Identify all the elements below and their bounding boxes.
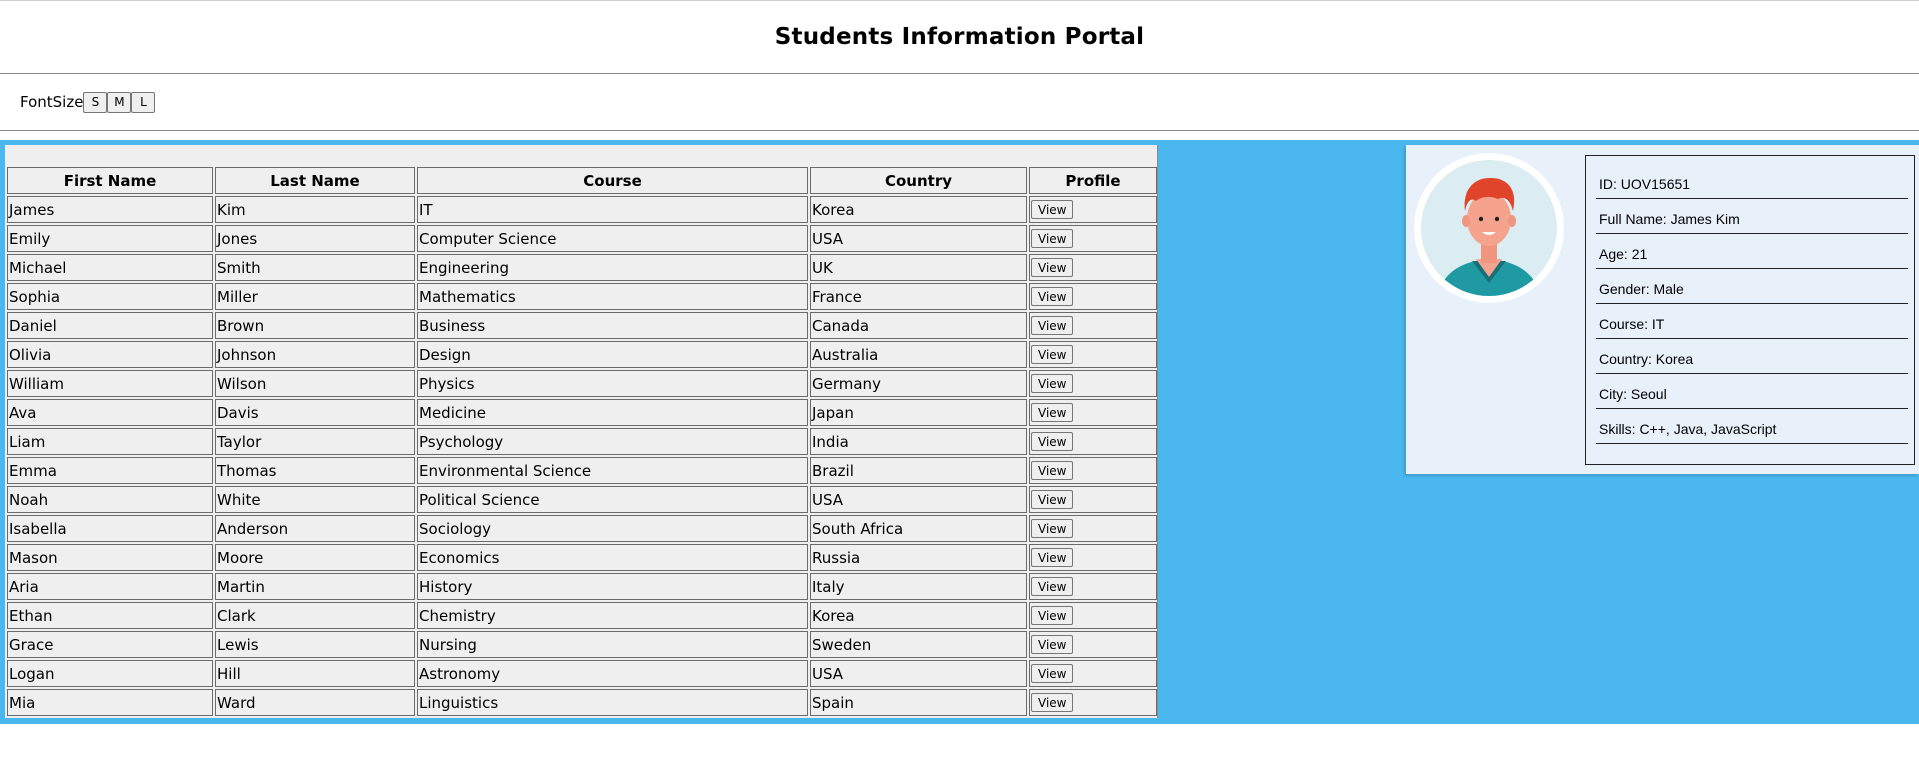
cell-country: USA bbox=[810, 225, 1027, 252]
cell-last-name: Smith bbox=[215, 254, 415, 281]
profile-full-name: Full Name: James Kim bbox=[1596, 199, 1908, 234]
cell-last-name: Brown bbox=[215, 312, 415, 339]
table-row bbox=[7, 631, 1157, 658]
column-header-course: Course bbox=[417, 167, 808, 194]
cell-course: Sociology bbox=[417, 515, 808, 542]
cell-last-name: Anderson bbox=[215, 515, 415, 542]
cell-profile bbox=[1029, 312, 1157, 339]
cell-country: Korea bbox=[810, 602, 1027, 629]
cell-first-name: Liam bbox=[7, 428, 213, 455]
view-profile-button[interactable]: View bbox=[1031, 258, 1073, 277]
cell-first-name: Mia bbox=[7, 689, 213, 716]
cell-profile bbox=[1029, 602, 1157, 629]
cell-last-name: Martin bbox=[215, 573, 415, 600]
cell-first-name: Ethan bbox=[7, 602, 213, 629]
cell-last-name: White bbox=[215, 486, 415, 513]
cell-country: Spain bbox=[810, 689, 1027, 716]
cell-profile bbox=[1029, 573, 1157, 600]
table-row bbox=[7, 283, 1157, 310]
cell-first-name: Olivia bbox=[7, 341, 213, 368]
table-row bbox=[7, 544, 1157, 571]
table-row bbox=[7, 573, 1157, 600]
view-profile-button[interactable]: View bbox=[1031, 374, 1073, 393]
cell-profile bbox=[1029, 254, 1157, 281]
cell-profile bbox=[1029, 457, 1157, 484]
cell-profile bbox=[1029, 544, 1157, 571]
view-profile-button[interactable]: View bbox=[1031, 635, 1073, 654]
cell-last-name: Moore bbox=[215, 544, 415, 571]
cell-first-name: Noah bbox=[7, 486, 213, 513]
cell-last-name: Hill bbox=[215, 660, 415, 687]
cell-country: USA bbox=[810, 486, 1027, 513]
students-table-container bbox=[5, 145, 1158, 718]
students-table bbox=[5, 165, 1159, 718]
view-profile-button[interactable]: View bbox=[1031, 548, 1073, 567]
table-row bbox=[7, 486, 1157, 513]
view-profile-button[interactable]: View bbox=[1031, 693, 1073, 712]
table-row bbox=[7, 196, 1157, 223]
cell-profile bbox=[1029, 660, 1157, 687]
cell-country: Korea bbox=[810, 196, 1027, 223]
cell-course: Mathematics bbox=[417, 283, 808, 310]
cell-last-name: Thomas bbox=[215, 457, 415, 484]
cell-first-name: Mason bbox=[7, 544, 213, 571]
table-row bbox=[7, 225, 1157, 252]
font-size-large-button[interactable]: L bbox=[131, 92, 155, 113]
student-avatar-icon bbox=[1414, 153, 1564, 303]
cell-first-name: Logan bbox=[7, 660, 213, 687]
view-profile-button[interactable]: View bbox=[1031, 519, 1073, 538]
cell-last-name: Johnson bbox=[215, 341, 415, 368]
profile-skills: Skills: C++, Java, JavaScript bbox=[1596, 409, 1908, 444]
cell-last-name: Wilson bbox=[215, 370, 415, 397]
table-row bbox=[7, 254, 1157, 281]
page-header bbox=[0, 1, 1919, 74]
cell-first-name: Isabella bbox=[7, 515, 213, 542]
view-profile-button[interactable]: View bbox=[1031, 432, 1073, 451]
cell-country: India bbox=[810, 428, 1027, 455]
cell-country: Canada bbox=[810, 312, 1027, 339]
table-header-row bbox=[7, 167, 1157, 194]
view-profile-button[interactable]: View bbox=[1031, 229, 1073, 248]
cell-profile bbox=[1029, 341, 1157, 368]
cell-course: Nursing bbox=[417, 631, 808, 658]
cell-last-name: Lewis bbox=[215, 631, 415, 658]
column-header-country: Country bbox=[810, 167, 1027, 194]
view-profile-button[interactable]: View bbox=[1031, 200, 1073, 219]
cell-course: Business bbox=[417, 312, 808, 339]
profile-panel bbox=[1406, 145, 1919, 474]
cell-last-name: Clark bbox=[215, 602, 415, 629]
cell-country: South Africa bbox=[810, 515, 1027, 542]
table-row bbox=[7, 341, 1157, 368]
cell-course: History bbox=[417, 573, 808, 600]
cell-course: Linguistics bbox=[417, 689, 808, 716]
cell-last-name: Taylor bbox=[215, 428, 415, 455]
cell-country: Italy bbox=[810, 573, 1027, 600]
font-size-medium-button[interactable]: M bbox=[107, 92, 131, 113]
view-profile-button[interactable]: View bbox=[1031, 490, 1073, 509]
table-row bbox=[7, 399, 1157, 426]
cell-first-name: Aria bbox=[7, 573, 213, 600]
cell-course: IT bbox=[417, 196, 808, 223]
table-row bbox=[7, 602, 1157, 629]
view-profile-button[interactable]: View bbox=[1031, 461, 1073, 480]
cell-first-name: Sophia bbox=[7, 283, 213, 310]
view-profile-button[interactable]: View bbox=[1031, 664, 1073, 683]
cell-profile bbox=[1029, 631, 1157, 658]
cell-course: Computer Science bbox=[417, 225, 808, 252]
cell-course: Economics bbox=[417, 544, 808, 571]
view-profile-button[interactable]: View bbox=[1031, 287, 1073, 306]
cell-course: Psychology bbox=[417, 428, 808, 455]
cell-profile bbox=[1029, 196, 1157, 223]
cell-country: Australia bbox=[810, 341, 1027, 368]
profile-city: City: Seoul bbox=[1596, 374, 1908, 409]
cell-first-name: James bbox=[7, 196, 213, 223]
view-profile-button[interactable]: View bbox=[1031, 316, 1073, 335]
cell-course: Chemistry bbox=[417, 602, 808, 629]
column-header-last-name: Last Name bbox=[215, 167, 415, 194]
cell-last-name: Miller bbox=[215, 283, 415, 310]
cell-course: Environmental Science bbox=[417, 457, 808, 484]
cell-profile bbox=[1029, 428, 1157, 455]
cell-course: Engineering bbox=[417, 254, 808, 281]
font-size-label: FontSize bbox=[20, 93, 84, 111]
cell-profile bbox=[1029, 225, 1157, 252]
cell-country: Brazil bbox=[810, 457, 1027, 484]
cell-country: Sweden bbox=[810, 631, 1027, 658]
font-size-small-button[interactable]: S bbox=[83, 92, 107, 113]
profile-id: ID: UOV15651 bbox=[1596, 164, 1908, 199]
column-header-profile: Profile bbox=[1029, 167, 1157, 194]
cell-last-name: Ward bbox=[215, 689, 415, 716]
table-row bbox=[7, 312, 1157, 339]
cell-course: Astronomy bbox=[417, 660, 808, 687]
page-title: Students Information Portal bbox=[774, 24, 1145, 50]
cell-course: Medicine bbox=[417, 399, 808, 426]
cell-first-name: Emily bbox=[7, 225, 213, 252]
profile-gender: Gender: Male bbox=[1596, 269, 1908, 304]
students-table-body bbox=[7, 196, 1157, 716]
view-profile-button[interactable]: View bbox=[1031, 345, 1073, 364]
cell-country: Russia bbox=[810, 544, 1027, 571]
font-size-controls bbox=[0, 74, 1919, 131]
cell-first-name: Daniel bbox=[7, 312, 213, 339]
table-row bbox=[7, 660, 1157, 687]
cell-country: Japan bbox=[810, 399, 1027, 426]
cell-country: Germany bbox=[810, 370, 1027, 397]
cell-profile bbox=[1029, 515, 1157, 542]
table-row bbox=[7, 370, 1157, 397]
cell-profile bbox=[1029, 486, 1157, 513]
cell-country: France bbox=[810, 283, 1027, 310]
cell-course: Political Science bbox=[417, 486, 808, 513]
cell-country: USA bbox=[810, 660, 1027, 687]
cell-profile bbox=[1029, 370, 1157, 397]
table-row bbox=[7, 689, 1157, 716]
view-profile-button[interactable]: View bbox=[1031, 606, 1073, 625]
table-row bbox=[7, 515, 1157, 542]
cell-course: Design bbox=[417, 341, 808, 368]
view-profile-button[interactable]: View bbox=[1031, 403, 1073, 422]
cell-course: Physics bbox=[417, 370, 808, 397]
table-row bbox=[7, 457, 1157, 484]
profile-course: Course: IT bbox=[1596, 304, 1908, 339]
cell-last-name: Jones bbox=[215, 225, 415, 252]
cell-profile bbox=[1029, 283, 1157, 310]
profile-age: Age: 21 bbox=[1596, 234, 1908, 269]
cell-profile bbox=[1029, 399, 1157, 426]
cell-first-name: Michael bbox=[7, 254, 213, 281]
table-row bbox=[7, 428, 1157, 455]
view-profile-button[interactable]: View bbox=[1031, 577, 1073, 596]
cell-first-name: Grace bbox=[7, 631, 213, 658]
column-header-first-name: First Name bbox=[7, 167, 213, 194]
main-content bbox=[0, 140, 1919, 724]
cell-first-name: Emma bbox=[7, 457, 213, 484]
cell-last-name: Kim bbox=[215, 196, 415, 223]
cell-country: UK bbox=[810, 254, 1027, 281]
profile-details bbox=[1585, 155, 1915, 465]
cell-profile bbox=[1029, 689, 1157, 716]
cell-first-name: Ava bbox=[7, 399, 213, 426]
profile-country: Country: Korea bbox=[1596, 339, 1908, 374]
cell-first-name: William bbox=[7, 370, 213, 397]
cell-last-name: Davis bbox=[215, 399, 415, 426]
